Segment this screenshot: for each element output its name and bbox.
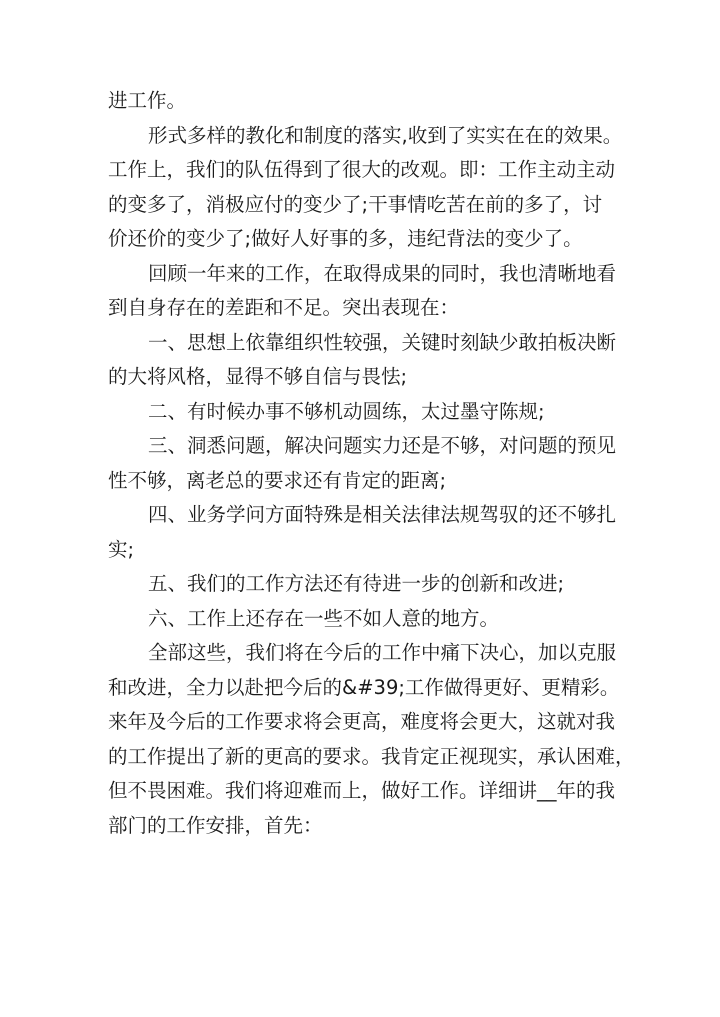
text-line: 来年及今后的工作要求将会更高，难度将会更大，这就对我 [108, 710, 616, 733]
text-line: 的变多了，消极应付的变少了;干事情吃苦在前的多了，讨 [108, 192, 603, 216]
text-line: 六、工作上还存在一些不如人意的地方。 [148, 606, 500, 630]
text-line: 价还价的变少了;做好人好事的多，违纪背法的变少了。 [108, 227, 583, 250]
text-line: 回顾一年来的工作，在取得成果的同时，我也清晰地看 [148, 261, 617, 285]
text-line: 和改进，全力以赴把今后的&#39;工作做得更好、更精彩。 [108, 675, 620, 699]
text-line: 但不畏困难。我们将迎难而上，做好工作。详细讲__年的我 [108, 779, 616, 802]
body-text [108, 84, 635, 843]
text-line: 的工作提出了新的更高的要求。我肯定正视现实，承认困难， [108, 744, 635, 768]
text-line: 的大将风格，显得不够自信与畏怯; [108, 365, 408, 388]
text-line: 进工作。 [108, 89, 187, 112]
text-line: 五、我们的工作方法还有待进一步的创新和改进; [148, 572, 565, 595]
text-line: 到自身存在的差距和不足。突出表现在： [108, 296, 460, 319]
text-line: 性不够，离老总的要求还有肯定的距离; [108, 468, 447, 492]
text-line: 二、有时候办事不够机动圆练，太过墨守陈规; [148, 399, 545, 423]
text-line: 四、业务学问方面特殊是相关法律法规驾驭的还不够扎 [148, 503, 617, 526]
text-line: 全部这些，我们将在今后的工作中痛下决心，加以克服 [148, 641, 617, 664]
text-line: 一、思想上依靠组织性较强，关键时刻缺少敢拍板决断 [148, 330, 617, 354]
text-line: 三、洞悉问题，解决问题实力还是不够，对问题的预见 [148, 434, 617, 457]
text-line: 部门的工作安排，首先： [108, 813, 323, 837]
text-line: 形式多样的教化和制度的落实,收到了实实在在的效果。 [148, 123, 623, 147]
text-line: 工作上，我们的队伍得到了很大的改观。即：工作主动主动 [108, 158, 616, 181]
text-line: 实; [108, 537, 135, 561]
